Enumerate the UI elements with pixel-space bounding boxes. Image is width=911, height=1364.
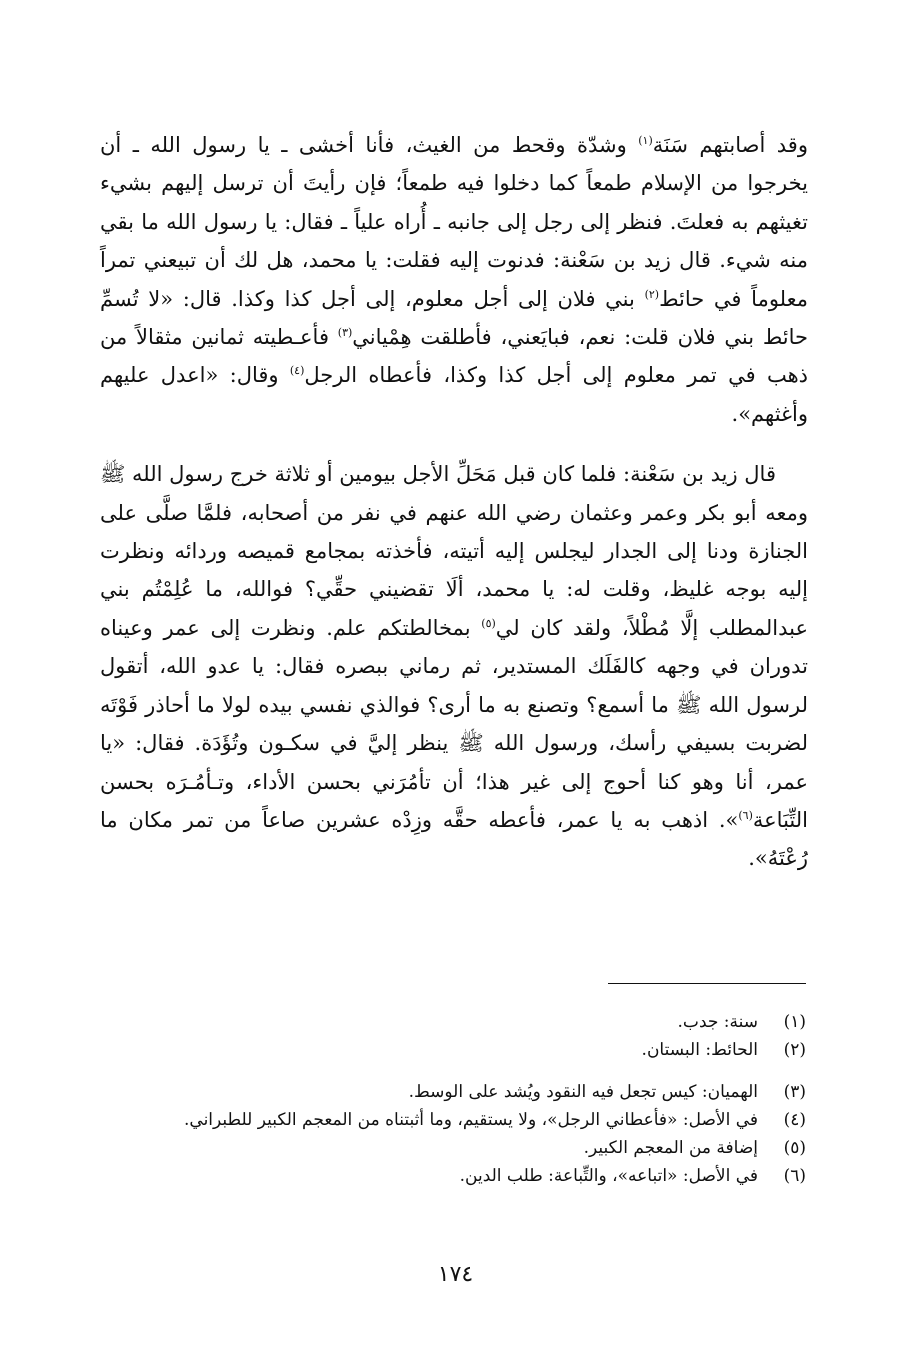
footnote-text: الحائط: البستان.	[641, 1040, 758, 1060]
footnote-ref-6: (٦)	[738, 808, 753, 822]
footnote-ref-1: (١)	[638, 134, 653, 147]
footnote-ref-2: (٢)	[644, 287, 660, 301]
footnote-gap	[106, 1064, 806, 1078]
footnote-number: (٦)	[783, 1166, 806, 1186]
paragraph-2	[100, 455, 808, 877]
footnote-3	[106, 1078, 806, 1106]
footnote-text: في الأصل: «اتباعه»، والتِّباعة: طلب الدين.	[459, 1166, 758, 1186]
text-run: بني فلان إلى أجل معلوم، إلى أجل كذا وكذا. قال: «لا تُسمِّ حائط بني فلان قلت: نعم، فبايَعني، فأطلقت هِمْياني	[100, 286, 808, 350]
text-run: وقد أصابتهم سَنَة	[652, 133, 808, 157]
footnote-ref-5: (٥)	[481, 616, 496, 630]
text-run: وقال: «اعدل عليهم وأغثهم».	[100, 363, 808, 426]
main-text	[100, 126, 808, 878]
text-run: ». اذهب به يا عمر، فأعطه حقَّه وزِدْه عشرين صاعاً من تمر مكان ما رُعْتَهُ».	[100, 807, 808, 871]
text-run: قال زيد بن سَعْنة: فلما كان قبل مَحَلِّ الأجل بيومين أو ثلاثة خرج رسول الله ﷺ ومعه أبو بكر وعمر وعثمان رضي الله عنهم في نفر من أصحابه، فلمَّا صلَّى على الجنازة ودنا إلى الجدار ليجلس إليه أتيته، فأخذته بمجامع قميصه وردائه ونظرت إليه بوجه غليظ، وقلت له: يا محمد، ألَا تقضيني حقِّي؟ فوالله، ما عُلِمْتُم بني عبدالمطلب إلَّا مُطْلاً، ولقد كان لي	[100, 462, 808, 640]
paragraph-1	[100, 126, 808, 433]
footnote-2	[106, 1036, 806, 1064]
page-number: ١٧٤	[437, 1262, 474, 1287]
footnote-text: سنة: جدب.	[677, 1012, 758, 1032]
footnote-1	[106, 1008, 806, 1036]
footnote-ref-3: (٣)	[337, 326, 353, 340]
footnote-4	[106, 1106, 806, 1134]
text-run: بمخالطتكم علم. ونظرت إلى عمر وعيناه تدوران في وجهه كالفَلَك المستدير، ثم رماني ببصره فقال: يا عدو الله، أتقول لرسول الله ﷺ ما أسمع؟ وتصنع به ما أرى؟ فوالذي نفسي بيده لولا ما أحاذر فَوْتَه لضربت بسيفي رأسك، ورسول الله ﷺ ينظر إليَّ في سكـون وتُؤَدَة. فقال: «يا عمر، أنا وهو كنا أحوج إلى غير هذا؛ أن تأمُرَني بحسن الأداء، وتـأمُـرَه بحسن التِّبَاعة	[100, 615, 808, 832]
footnote-6	[106, 1162, 806, 1190]
footnote-number: (١)	[783, 1012, 806, 1032]
footnote-number: (٣)	[783, 1082, 806, 1102]
footnote-number: (٤)	[783, 1110, 806, 1130]
footnote-ref-4: (٤)	[289, 364, 305, 378]
footnote-text: إضافة من المعجم الكبير.	[583, 1138, 758, 1158]
footnote-number: (٢)	[783, 1040, 806, 1060]
footnote-text: الهميان: كيس تجعل فيه النقود ويُشد على الوسط.	[408, 1082, 758, 1102]
footnotes	[106, 1008, 806, 1190]
text-run: وشدّة وقحط من الغيث، فأنا أخشى ـ يا رسول الله ـ أن يخرجوا من الإسلام طمعاً كما دخلوا فيه طمعاً؛ فإن رأيتَ أن ترسل إليهم بشيء تغيثهم به فعلتَ. فنظر إلى رجل إلى جانبه ـ أُراه علياً ـ فقال: يا رسول الله ما بقي منه شيء. قال زيد بن سَعْنة: فدنوت إليه فقلت: يا محمد، هل لك أن تبيعني تمراً معلوماً في حائط	[100, 133, 808, 311]
footnote-number: (٥)	[783, 1138, 806, 1158]
footnote-separator	[608, 983, 806, 984]
text-run: فأعـطيته ثمانين مثقالاً من ذهب في تمر معلوم إلى أجل كذا وكذا، فأعطاه الرجل	[100, 325, 809, 388]
footnote-text: في الأصل: «فأعطاني الرجل»، ولا يستقيم، وما أثبتناه من المعجم الكبير للطبراني.	[184, 1110, 758, 1130]
footnote-5	[106, 1134, 806, 1162]
